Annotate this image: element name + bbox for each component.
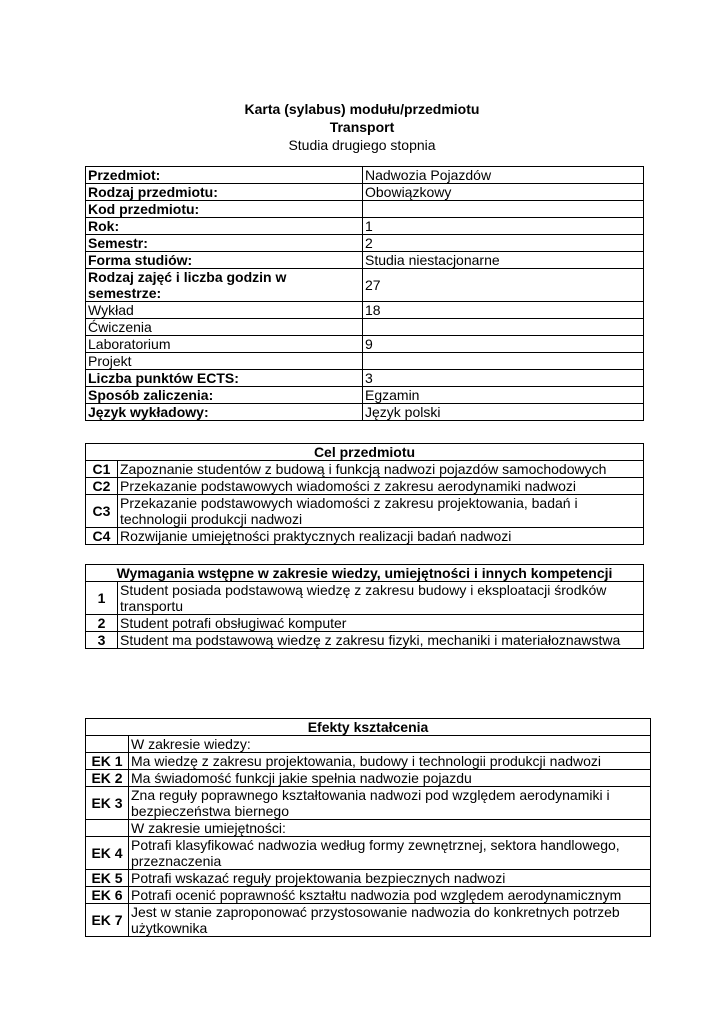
outcome-row-text: Ma wiedzę z zakresu projektowania, budowy i technologii produkcji nadwozi xyxy=(129,753,651,770)
info-label: Laboratorium xyxy=(86,336,363,353)
info-row xyxy=(86,302,644,319)
outcome-row-code: EK 5 xyxy=(86,870,129,887)
info-row xyxy=(86,252,644,269)
course-goals-table xyxy=(85,443,644,545)
info-label: Język wykładowy: xyxy=(86,404,363,421)
info-value: 1 xyxy=(363,218,644,235)
info-row xyxy=(86,387,644,404)
prerequisite-row xyxy=(86,615,644,632)
info-value: Egzamin xyxy=(363,387,644,404)
info-label: Projekt xyxy=(86,353,363,370)
subtitle: Studia drugiego stopnia xyxy=(288,137,436,153)
info-row xyxy=(86,336,644,353)
info-label: Liczba punktów ECTS: xyxy=(86,370,363,387)
info-value: Nadwozia Pojazdów xyxy=(363,167,644,184)
info-value: 27 xyxy=(363,269,644,302)
outcome-row xyxy=(86,770,651,787)
outcome-row-code: EK 7 xyxy=(86,904,129,937)
document-header xyxy=(0,100,724,154)
outcome-row xyxy=(86,870,651,887)
outcome-row xyxy=(86,820,651,837)
outcome-row xyxy=(86,736,651,753)
info-value xyxy=(363,319,644,336)
prerequisite-row-code: 2 xyxy=(86,615,118,632)
info-value xyxy=(363,353,644,370)
outcomes-heading: Efekty kształcenia xyxy=(86,719,651,736)
prerequisite-row-code: 3 xyxy=(86,632,118,649)
outcome-row-text: Potrafi wskazać reguły projektowania bezpiecznych nadwozi xyxy=(129,870,651,887)
outcome-row-code: EK 1 xyxy=(86,753,129,770)
prerequisite-row-code: 1 xyxy=(86,582,118,615)
info-row xyxy=(86,235,644,252)
title-line-1: Karta (sylabus) modułu/przedmiotu xyxy=(244,101,480,117)
outcome-row-text: Potrafi ocenić poprawność kształtu nadwozia pod względem aerodynamicznym xyxy=(129,887,651,904)
learning-outcomes-table xyxy=(85,718,651,937)
outcome-row-code: EK 6 xyxy=(86,887,129,904)
info-label: Ćwiczenia xyxy=(86,319,363,336)
prerequisite-row-text: Student posiada podstawową wiedzę z zakresu budowy i eksploatacji środków transportu xyxy=(118,582,644,615)
info-label: Rodzaj przedmiotu: xyxy=(86,184,363,201)
outcome-row-text: Potrafi klasyfikować nadwozia według formy zewnętrznej, sektora handlowego, przeznaczenia xyxy=(129,837,651,870)
goal-row xyxy=(86,528,644,545)
info-label: Sposób zaliczenia: xyxy=(86,387,363,404)
info-label: Rok: xyxy=(86,218,363,235)
outcome-row-code xyxy=(86,736,129,753)
info-label: Przedmiot: xyxy=(86,167,363,184)
info-value xyxy=(363,201,644,218)
info-label: Forma studiów: xyxy=(86,252,363,269)
outcome-row-code: EK 4 xyxy=(86,837,129,870)
info-row xyxy=(86,404,644,421)
info-value: Studia niestacjonarne xyxy=(363,252,644,269)
outcome-row xyxy=(86,904,651,937)
outcome-row-text: W zakresie umiejętności: xyxy=(129,820,651,837)
outcome-row-code: EK 3 xyxy=(86,787,129,820)
course-info-table xyxy=(85,166,644,421)
outcome-row-code xyxy=(86,820,129,837)
goal-row xyxy=(86,478,644,495)
info-value: 18 xyxy=(363,302,644,319)
outcome-row-code: EK 2 xyxy=(86,770,129,787)
info-row xyxy=(86,201,644,218)
info-row xyxy=(86,370,644,387)
info-label: Rodzaj zajęć i liczba godzin w semestrze: xyxy=(86,269,363,302)
goal-row-text: Zapoznanie studentów z budową i funkcją nadwozi pojazdów samochodowych xyxy=(118,461,644,478)
goal-row-code: C4 xyxy=(86,528,118,545)
prerequisite-row xyxy=(86,582,644,615)
info-row xyxy=(86,184,644,201)
info-value: 3 xyxy=(363,370,644,387)
goal-row-code: C1 xyxy=(86,461,118,478)
info-value: Język polski xyxy=(363,404,644,421)
goal-row xyxy=(86,461,644,478)
outcome-row-text: Zna reguły poprawnego kształtowania nadwozi pod względem aerodynamiki i bezpieczeństwa biernego xyxy=(129,787,651,820)
info-row xyxy=(86,218,644,235)
info-label: Wykład xyxy=(86,302,363,319)
goal-row-text: Przekazanie podstawowych wiadomości z zakresu aerodynamiki nadwozi xyxy=(118,478,644,495)
outcome-row-text: Jest w stanie zaproponować przystosowanie nadwozia do konkretnych potrzeb użytkownika xyxy=(129,904,651,937)
prerequisite-row-text: Student ma podstawową wiedzę z zakresu fizyki, mechaniki i materiałoznawstwa xyxy=(118,632,644,649)
outcome-row-text: Ma świadomość funkcji jakie spełnia nadwozie pojazdu xyxy=(129,770,651,787)
info-row xyxy=(86,167,644,184)
goals-heading: Cel przedmiotu xyxy=(86,444,644,461)
prerequisite-row xyxy=(86,632,644,649)
info-label: Kod przedmiotu: xyxy=(86,201,363,218)
info-value: 9 xyxy=(363,336,644,353)
outcome-row-text: W zakresie wiedzy: xyxy=(129,736,651,753)
info-label: Semestr: xyxy=(86,235,363,252)
outcome-row xyxy=(86,887,651,904)
goal-row-text: Przekazanie podstawowych wiadomości z zakresu projektowania, badań i technologii produkcji nadwozi xyxy=(118,495,644,528)
title-line-2: Transport xyxy=(329,119,395,135)
goal-row-code: C2 xyxy=(86,478,118,495)
info-row xyxy=(86,269,644,302)
outcome-row xyxy=(86,787,651,820)
prerequisites-heading: Wymagania wstępne w zakresie wiedzy, umiejętności i innych kompetencji xyxy=(86,565,644,582)
goal-row xyxy=(86,495,644,528)
info-value: 2 xyxy=(363,235,644,252)
prerequisite-row-text: Student potrafi obsługiwać komputer xyxy=(118,615,644,632)
prerequisites-table xyxy=(85,564,644,649)
outcome-row xyxy=(86,837,651,870)
info-value: Obowiązkowy xyxy=(363,184,644,201)
outcome-row xyxy=(86,753,651,770)
goal-row-code: C3 xyxy=(86,495,118,528)
info-row xyxy=(86,319,644,336)
goal-row-text: Rozwijanie umiejętności praktycznych realizacji badań nadwozi xyxy=(118,528,644,545)
info-row xyxy=(86,353,644,370)
